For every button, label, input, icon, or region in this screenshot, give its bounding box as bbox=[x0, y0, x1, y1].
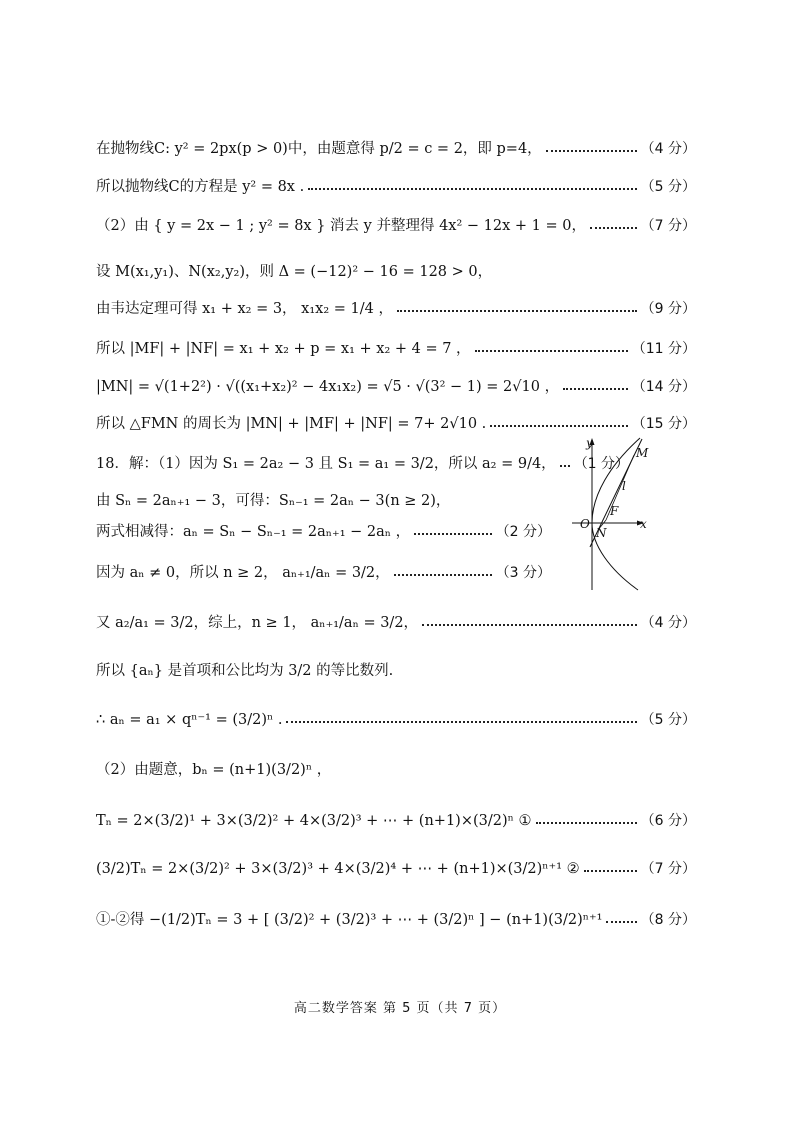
score-label: （6 分） bbox=[640, 813, 696, 830]
score-label: （8 分） bbox=[640, 912, 696, 929]
parabola-figure bbox=[570, 435, 660, 595]
solution-line-4: 设 M(x₁,y₁)、N(x₂,y₂)，则 Δ = (−12)² − 16 = 128 > 0， bbox=[96, 264, 493, 280]
leader-dots bbox=[560, 465, 570, 467]
solution-line-10: 由 Sₙ = 2aₙ₊₁ − 3，可得：Sₙ₋₁ = 2aₙ − 3(n ≥ 2)， bbox=[96, 493, 451, 509]
label-y: y bbox=[586, 436, 593, 450]
score-label: （1 分） bbox=[573, 456, 630, 473]
solution-line-5: 由韦达定理可得 x₁ + x₂ = 3， x₁x₂ = 1/4 ， （9 分） bbox=[96, 301, 696, 318]
score-label: （7 分） bbox=[640, 218, 696, 235]
solution-line-8: 所以 △FMN 的周长为 |MN| + |MF| + |NF| = 7+ 2√10 . （15 分） bbox=[96, 416, 696, 433]
leader-dots bbox=[590, 227, 637, 229]
score-label: （3 分） bbox=[495, 565, 551, 582]
label-x: x bbox=[640, 517, 647, 531]
page-footer: 高二数学答案 第 5 页（共 7 页） bbox=[293, 1001, 507, 1016]
solution-line-1: 在抛物线C: y² = 2px(p > 0)中，由题意得 p/2 = c = 2，即 p=4， （4 分） bbox=[96, 141, 696, 158]
solution-line-19: ①-②得 −(1/2)Tₙ = 3 + [ (3/2)² + (3/2)³ + ⋯ + (3/2)ⁿ ] − (n+1)(3/2)ⁿ⁺¹ （8 分） bbox=[96, 912, 696, 929]
score-label: （2 分） bbox=[495, 524, 551, 541]
score-label: （5 分） bbox=[640, 179, 696, 196]
leader-dots bbox=[606, 921, 636, 923]
label-o: O bbox=[580, 517, 590, 531]
solution-line-7: |MN| = √(1+2²) · √((x₁+x₂)² − 4x₁x₂) = √5 · √(3² − 1) = 2√10 ， （14 分） bbox=[96, 379, 696, 396]
leader-dots bbox=[394, 574, 492, 576]
solution-line-17: Tₙ = 2×(3/2)¹ + 3×(3/2)² + 4×(3/2)³ + ⋯ + (n+1)×(3/2)ⁿ ① （6 分） bbox=[96, 813, 696, 830]
leader-dots bbox=[422, 624, 637, 626]
leader-dots bbox=[397, 310, 637, 312]
leader-dots bbox=[414, 533, 492, 535]
solution-line-12: 因为 aₙ ≠ 0，所以 n ≥ 2， aₙ₊₁/aₙ = 3/2， （3 分） bbox=[96, 565, 551, 582]
score-label: （14 分） bbox=[631, 379, 696, 396]
score-label: （5 分） bbox=[640, 712, 696, 729]
score-label: （4 分） bbox=[640, 615, 696, 632]
solution-line-2: 所以抛物线C的方程是 y² = 8x . （5 分） bbox=[96, 179, 696, 196]
solution-line-3: （2）由 { y = 2x − 1 ; y² = 8x } 消去 y 并整理得 4x² − 12x + 1 = 0， （7 分） bbox=[96, 218, 696, 235]
label-m: M bbox=[636, 446, 649, 460]
score-label: （15 分） bbox=[631, 416, 696, 433]
leader-dots bbox=[546, 150, 637, 152]
label-n: N bbox=[596, 526, 607, 540]
score-label: （11 分） bbox=[631, 341, 696, 358]
label-l: l bbox=[622, 479, 626, 493]
leader-dots bbox=[475, 350, 628, 352]
solution-line-11: 两式相减得：aₙ = Sₙ − Sₙ₋₁ = 2aₙ₊₁ − 2aₙ ， （2 分） bbox=[96, 524, 551, 541]
solution-line-16: （2）由题意，bₙ = (n+1)(3/2)ⁿ ， bbox=[96, 762, 332, 778]
solution-line-18: (3/2)Tₙ = 2×(3/2)² + 3×(3/2)³ + 4×(3/2)⁴ + ⋯ + (n+1)×(3/2)ⁿ⁺¹ ② （7 分） bbox=[96, 861, 696, 878]
parabola-diagram bbox=[570, 435, 660, 595]
leader-dots bbox=[308, 188, 636, 190]
score-label: （4 分） bbox=[640, 141, 696, 158]
leader-dots bbox=[490, 425, 627, 427]
leader-dots bbox=[536, 822, 637, 824]
solution-line-6: 所以 |MF| + |NF| = x₁ + x₂ + p = x₁ + x₂ + 4 = 7 ， （11 分） bbox=[96, 341, 696, 358]
score-label: （7 分） bbox=[640, 861, 696, 878]
score-label: （9 分） bbox=[640, 301, 696, 318]
leader-dots bbox=[584, 870, 637, 872]
label-f: F bbox=[610, 504, 619, 518]
leader-dots bbox=[286, 721, 636, 723]
solution-line-13: 又 a₂/a₁ = 3/2，综上，n ≥ 1， aₙ₊₁/aₙ = 3/2， （4 分） bbox=[96, 615, 696, 632]
solution-line-9: 18．解：（1）因为 S₁ = 2a₂ − 3 且 S₁ = a₁ = 3/2，所以 a₂ = 9/4， （1 分） bbox=[96, 456, 630, 473]
solution-line-15: ∴ aₙ = a₁ × qⁿ⁻¹ = (3/2)ⁿ . （5 分） bbox=[96, 712, 696, 729]
leader-dots bbox=[563, 388, 628, 390]
solution-line-14: 所以 {aₙ} 是首项和公比均为 3/2 的等比数列. bbox=[96, 663, 394, 679]
